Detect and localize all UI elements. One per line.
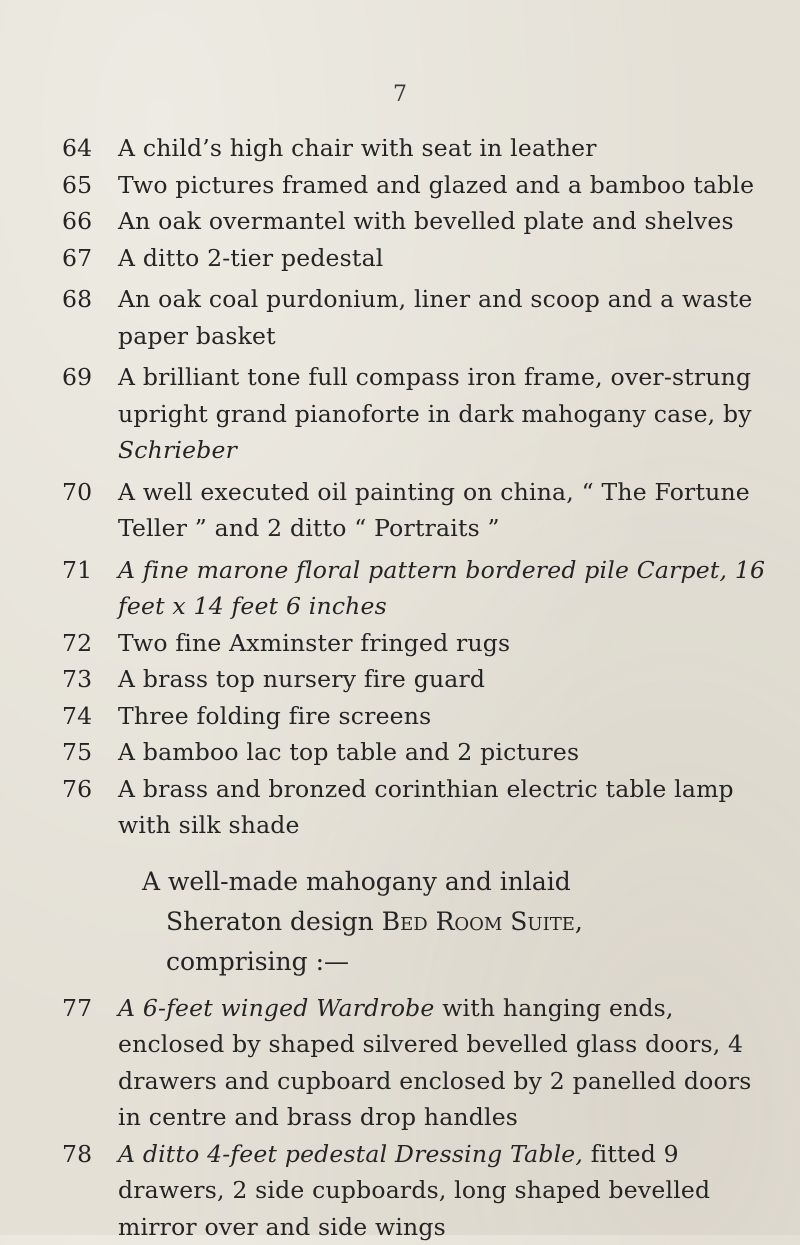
- lot-description: An oak overmantel with bevelled plate and shelves: [118, 203, 782, 240]
- lot-number: 78: [62, 1136, 110, 1173]
- lot-entry: [62, 281, 782, 354]
- lot-description: An oak coal purdonium, liner and scoop and a waste paper basket: [118, 281, 782, 354]
- lot-description: Two pictures framed and glazed and a bamboo table: [118, 167, 782, 204]
- lot-number: 71: [62, 552, 110, 589]
- lot-number: 69: [62, 359, 110, 396]
- lot-entry: [62, 661, 782, 698]
- lot-number: 65: [62, 167, 110, 204]
- lot-description: A well executed oil painting on china, “ The Fortune Teller ” and 2 ditto “ Portraits ”: [118, 474, 782, 547]
- lot-number: 64: [62, 130, 110, 167]
- lot-entry: [62, 359, 782, 469]
- page-number: 7: [0, 82, 800, 107]
- lot-description: Two fine Axminster fringed rugs: [118, 625, 782, 662]
- lot-entry: [62, 552, 782, 625]
- lot-entry: [62, 625, 782, 662]
- lot-entry: [62, 167, 782, 204]
- lot-number: 77: [62, 990, 110, 1027]
- lot-description: A brass and bronzed corinthian electric table lamp with silk shade: [118, 771, 782, 844]
- lot-number: 68: [62, 281, 110, 318]
- lot-number: 76: [62, 771, 110, 808]
- lot-entry: [62, 771, 782, 844]
- lot-description-text: fitted 9 drawers, 2 side cupboards, long shaped bevelled mirror over and side wings: [118, 1140, 710, 1241]
- lot-description: [118, 1136, 782, 1245]
- lot-entry: [62, 1136, 782, 1245]
- item-title: A ditto 4-feet pedestal Dressing Table,: [118, 1140, 583, 1168]
- suite-title: Bed Room Suite,: [382, 907, 583, 936]
- lot-description: A child’s high chair with seat in leather: [118, 130, 782, 167]
- maker-name: Schrieber: [118, 436, 237, 464]
- lot-description: [118, 359, 782, 469]
- lot-number: 74: [62, 698, 110, 735]
- lot-number: 75: [62, 734, 110, 771]
- lot-entry: [62, 474, 782, 547]
- lot-description: A brass top nursery fire guard: [118, 661, 782, 698]
- suite-design-text: Sheraton design: [166, 907, 382, 936]
- lot-description-text: with hanging ends, enclosed by shaped silvered bevelled glass doors, 4 drawers and cupboard enclosed by 2 panelled doors in centre and brass drop handles: [118, 994, 752, 1132]
- lot-entry: [62, 240, 782, 277]
- lot-entry: [62, 698, 782, 735]
- lot-description: [118, 990, 782, 1136]
- lot-description-text: A brilliant tone full compass iron frame, over-strung upright grand pianoforte in dark mahogany case, by: [118, 363, 752, 428]
- lot-entry: [62, 130, 782, 167]
- lot-number: 72: [62, 625, 110, 662]
- lot-description: A ditto 2-tier pedestal: [118, 240, 782, 277]
- suite-heading-line-3: comprising :—: [142, 942, 782, 982]
- item-title: A 6-feet winged Wardrobe: [118, 994, 435, 1022]
- lot-number: 66: [62, 203, 110, 240]
- lot-number: 70: [62, 474, 110, 511]
- lot-description: A bamboo lac top table and 2 pictures: [118, 734, 782, 771]
- suite-heading: [62, 862, 782, 982]
- lot-description: A fine marone floral pattern bordered pile Carpet, 16 feet x 14 feet 6 inches: [118, 552, 782, 625]
- lot-entry: [62, 203, 782, 240]
- catalogue-page: [62, 100, 782, 1245]
- lot-number: 67: [62, 240, 110, 277]
- suite-heading-line-2: [142, 902, 782, 942]
- lot-description: Three folding fire screens: [118, 698, 782, 735]
- lot-entry: [62, 734, 782, 771]
- suite-heading-line-1: A well-made mahogany and inlaid: [142, 867, 571, 896]
- lot-number: 73: [62, 661, 110, 698]
- lot-entry: [62, 990, 782, 1136]
